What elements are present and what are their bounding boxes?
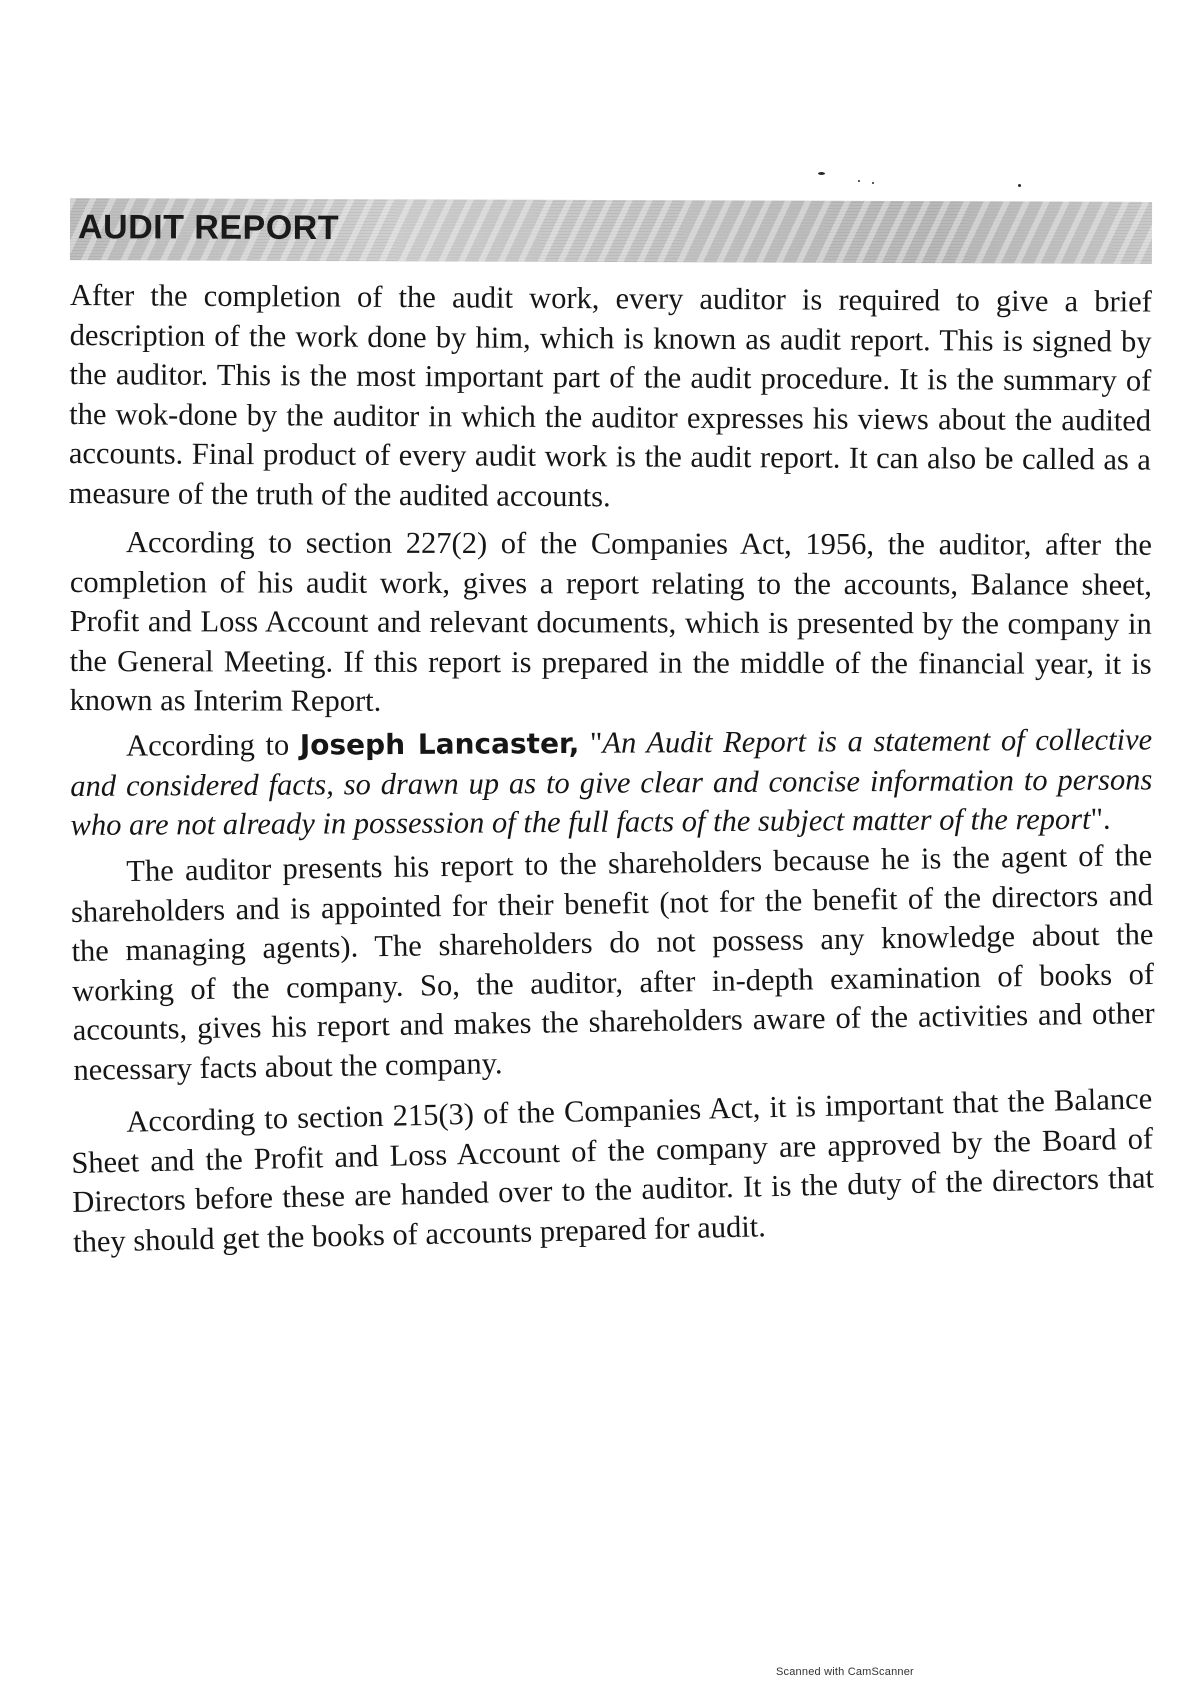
scan-speck: [818, 172, 825, 175]
lancaster-quote: An Audit Report is a statement of collective and considered facts, so drawn up as to give clear and concise information to persons who are not already in possession of the full facts of the subject matter of the report: [70, 721, 1153, 842]
section-heading-bar: [70, 198, 1152, 264]
scan-speck: [1018, 184, 1021, 187]
scan-speck: [872, 182, 874, 184]
document-page: [68, 200, 1155, 1268]
open-quote-mark: ": [579, 725, 603, 760]
scan-speck: [858, 180, 860, 182]
scanner-watermark: Scanned with CamScanner: [776, 1666, 914, 1678]
section-heading: AUDIT REPORT: [77, 208, 340, 248]
author-name: Joseph Lancaster,: [299, 726, 580, 762]
paragraph-shareholders: The auditor presents his report to the shareholders because he is the agent of the shareholders and is appointed for their benefit (not for the benefit of the directors and the managing agents). The shareholders do not possess any knowledge about the working of the company. So, the auditor, after in-depth examination of books of accounts, gives his report and makes the shareholders aware of the activities and other necessary facts about the company.: [70, 838, 1155, 1087]
paragraph-lancaster-quote: [70, 720, 1153, 845]
quote-lead-text: According to: [126, 727, 300, 763]
paragraph-section-227: According to section 227(2) of the Companies Act, 1956, the auditor, after the completion of his audit work, gives a report relating to the accounts, Balance sheet, Profit and Loss Account and relevant documents, which is presented by the company in the General Meeting. If this report is prepared in the middle of the financial year, it is known as Interim Report.: [69, 525, 1152, 718]
paragraph-definition: After the completion of the audit work, every auditor is required to give a brief description of the work done by him, which is known as audit report. This is signed by the auditor. This is the most important part of the audit procedure. It is the summary of the wok-done by the auditor in which the auditor expresses his views about the audited accounts. Final product of every audit work is the audit report. It can also be called as a measure of the truth of the audited accounts.: [68, 277, 1152, 513]
paragraph-section-215: According to section 215(3) of the Companies Act, it is important that the Balance Sheet and the Profit and Loss Account of the company are approved by the Board of Directors before these are handed over to the auditor. It is the duty of the directors that they should get the books of accounts prepared for audit.: [70, 1081, 1155, 1259]
close-quote-mark: ".: [1090, 801, 1111, 836]
